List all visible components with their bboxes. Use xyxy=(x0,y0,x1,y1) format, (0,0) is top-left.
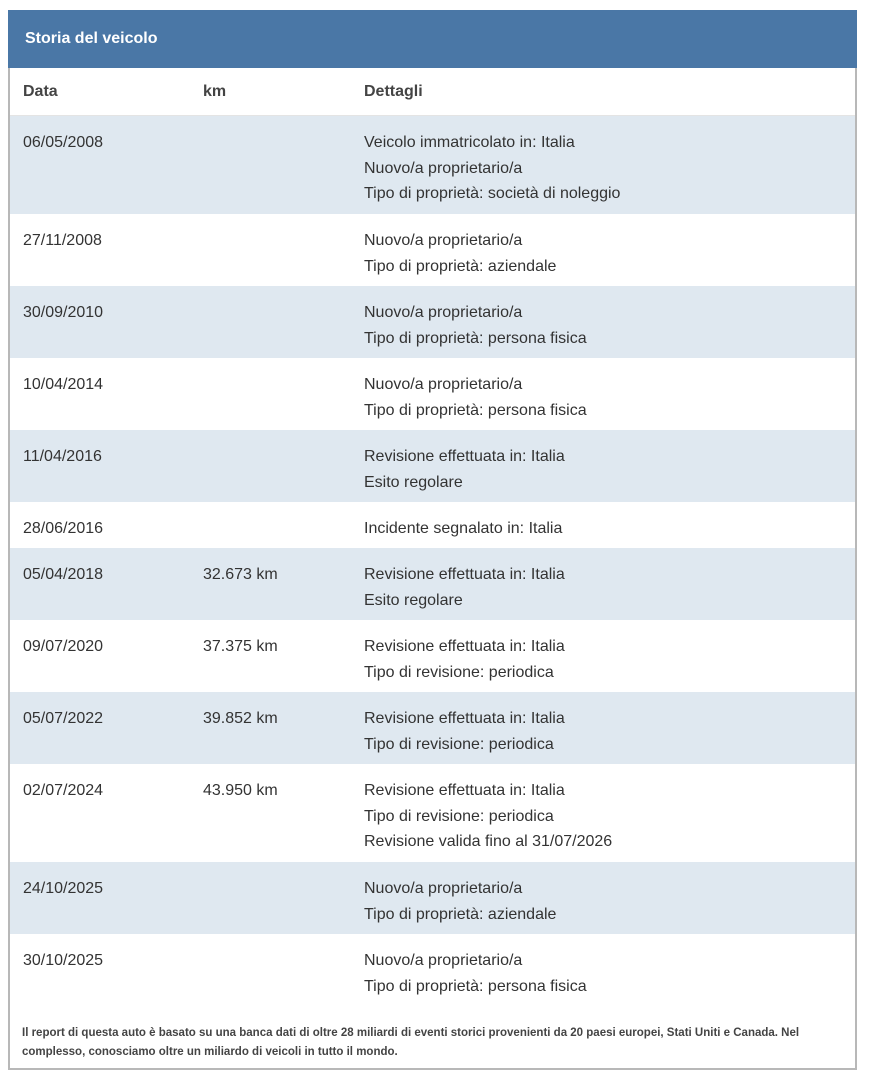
table-row xyxy=(10,358,855,430)
row-details xyxy=(364,444,565,495)
row-date: 05/04/2018 xyxy=(23,566,104,583)
history-table-body xyxy=(10,116,855,1006)
detail-line: Nuovo/a proprietario/a xyxy=(364,232,523,249)
row-date: 28/06/2016 xyxy=(23,520,104,537)
detail-line: Tipo di proprietà: aziendale xyxy=(364,257,557,275)
detail-line: Tipo di revisione: periodica xyxy=(364,735,554,753)
report-disclaimer: Il report di questa auto è basato su una banca dati di oltre 28 miliardi di eventi storici provenienti da 20 paesi europei, Stati Uniti e Canada. Nel complesso, conosciamo oltre un miliardo di veicoli in tutto il mondo. xyxy=(22,1027,800,1058)
row-km: 32.673 km xyxy=(203,566,278,583)
table-row xyxy=(10,620,855,692)
row-details xyxy=(364,372,587,423)
row-details xyxy=(364,778,612,855)
detail-line: Veicolo immatricolato in: Italia xyxy=(364,134,575,151)
row-date: 05/07/2022 xyxy=(23,710,104,727)
column-header-km: km xyxy=(203,83,227,100)
table-row xyxy=(10,430,855,502)
detail-line: Revisione effettuata in: Italia xyxy=(364,448,565,465)
detail-line: Tipo di proprietà: persona fisica xyxy=(364,329,587,347)
row-date: 09/07/2020 xyxy=(23,638,104,655)
table-header xyxy=(10,68,855,116)
detail-line: Tipo di proprietà: aziendale xyxy=(364,905,557,923)
table-row xyxy=(10,692,855,764)
table-row xyxy=(10,286,855,358)
card-title: Storia del veicolo xyxy=(25,30,158,47)
detail-line: Tipo di proprietà: persona fisica xyxy=(364,401,587,419)
table-row xyxy=(10,764,855,862)
detail-line: Nuovo/a proprietario/a xyxy=(364,304,523,321)
detail-line: Nuovo/a proprietario/a xyxy=(364,880,523,897)
detail-line: Incidente segnalato in: Italia xyxy=(364,520,563,537)
detail-line: Revisione effettuata in: Italia xyxy=(364,566,565,583)
row-date: 06/05/2008 xyxy=(23,134,104,151)
card-header xyxy=(8,10,857,68)
detail-line: Tipo di revisione: periodica xyxy=(364,663,554,681)
row-km: 39.852 km xyxy=(203,710,278,727)
row-details xyxy=(364,130,620,207)
detail-line: Esito regolare xyxy=(364,591,463,609)
row-date: 30/09/2010 xyxy=(23,304,104,321)
detail-line: Tipo di proprietà: società di noleggio xyxy=(364,185,621,202)
detail-line: Revisione effettuata in: Italia xyxy=(364,638,565,655)
row-details xyxy=(364,516,562,542)
detail-line: Nuovo/a proprietario/a xyxy=(364,159,523,177)
detail-line: Nuovo/a proprietario/a xyxy=(364,952,523,969)
detail-line: Tipo di revisione: periodica xyxy=(364,807,554,825)
row-details xyxy=(364,562,565,613)
row-details xyxy=(364,706,565,757)
detail-line: Tipo di proprietà: persona fisica xyxy=(364,977,587,995)
table-row xyxy=(10,862,855,934)
column-header-date: Data xyxy=(23,83,58,100)
detail-line: Revisione effettuata in: Italia xyxy=(364,710,565,727)
detail-line: Esito regolare xyxy=(364,473,463,491)
row-details xyxy=(364,948,587,999)
row-date: 30/10/2025 xyxy=(23,952,104,969)
row-km: 37.375 km xyxy=(203,638,278,655)
row-date: 24/10/2025 xyxy=(23,880,104,897)
table-row xyxy=(10,214,855,286)
row-date: 10/04/2014 xyxy=(23,376,104,393)
row-date: 02/07/2024 xyxy=(23,782,104,799)
row-details xyxy=(364,634,565,685)
row-date: 11/04/2016 xyxy=(23,448,102,465)
row-date: 27/11/2008 xyxy=(23,232,102,249)
column-header-details: Dettagli xyxy=(364,83,423,100)
table-row xyxy=(10,934,855,1006)
table-row xyxy=(10,548,855,620)
row-details xyxy=(364,228,556,279)
table-row xyxy=(10,502,855,548)
row-details xyxy=(364,300,587,351)
detail-line: Revisione valida fino al 31/07/2026 xyxy=(364,833,613,850)
detail-line: Nuovo/a proprietario/a xyxy=(364,376,523,393)
row-km: 43.950 km xyxy=(203,782,278,799)
detail-line: Revisione effettuata in: Italia xyxy=(364,782,565,799)
table-row xyxy=(10,116,855,214)
row-details xyxy=(364,876,556,927)
